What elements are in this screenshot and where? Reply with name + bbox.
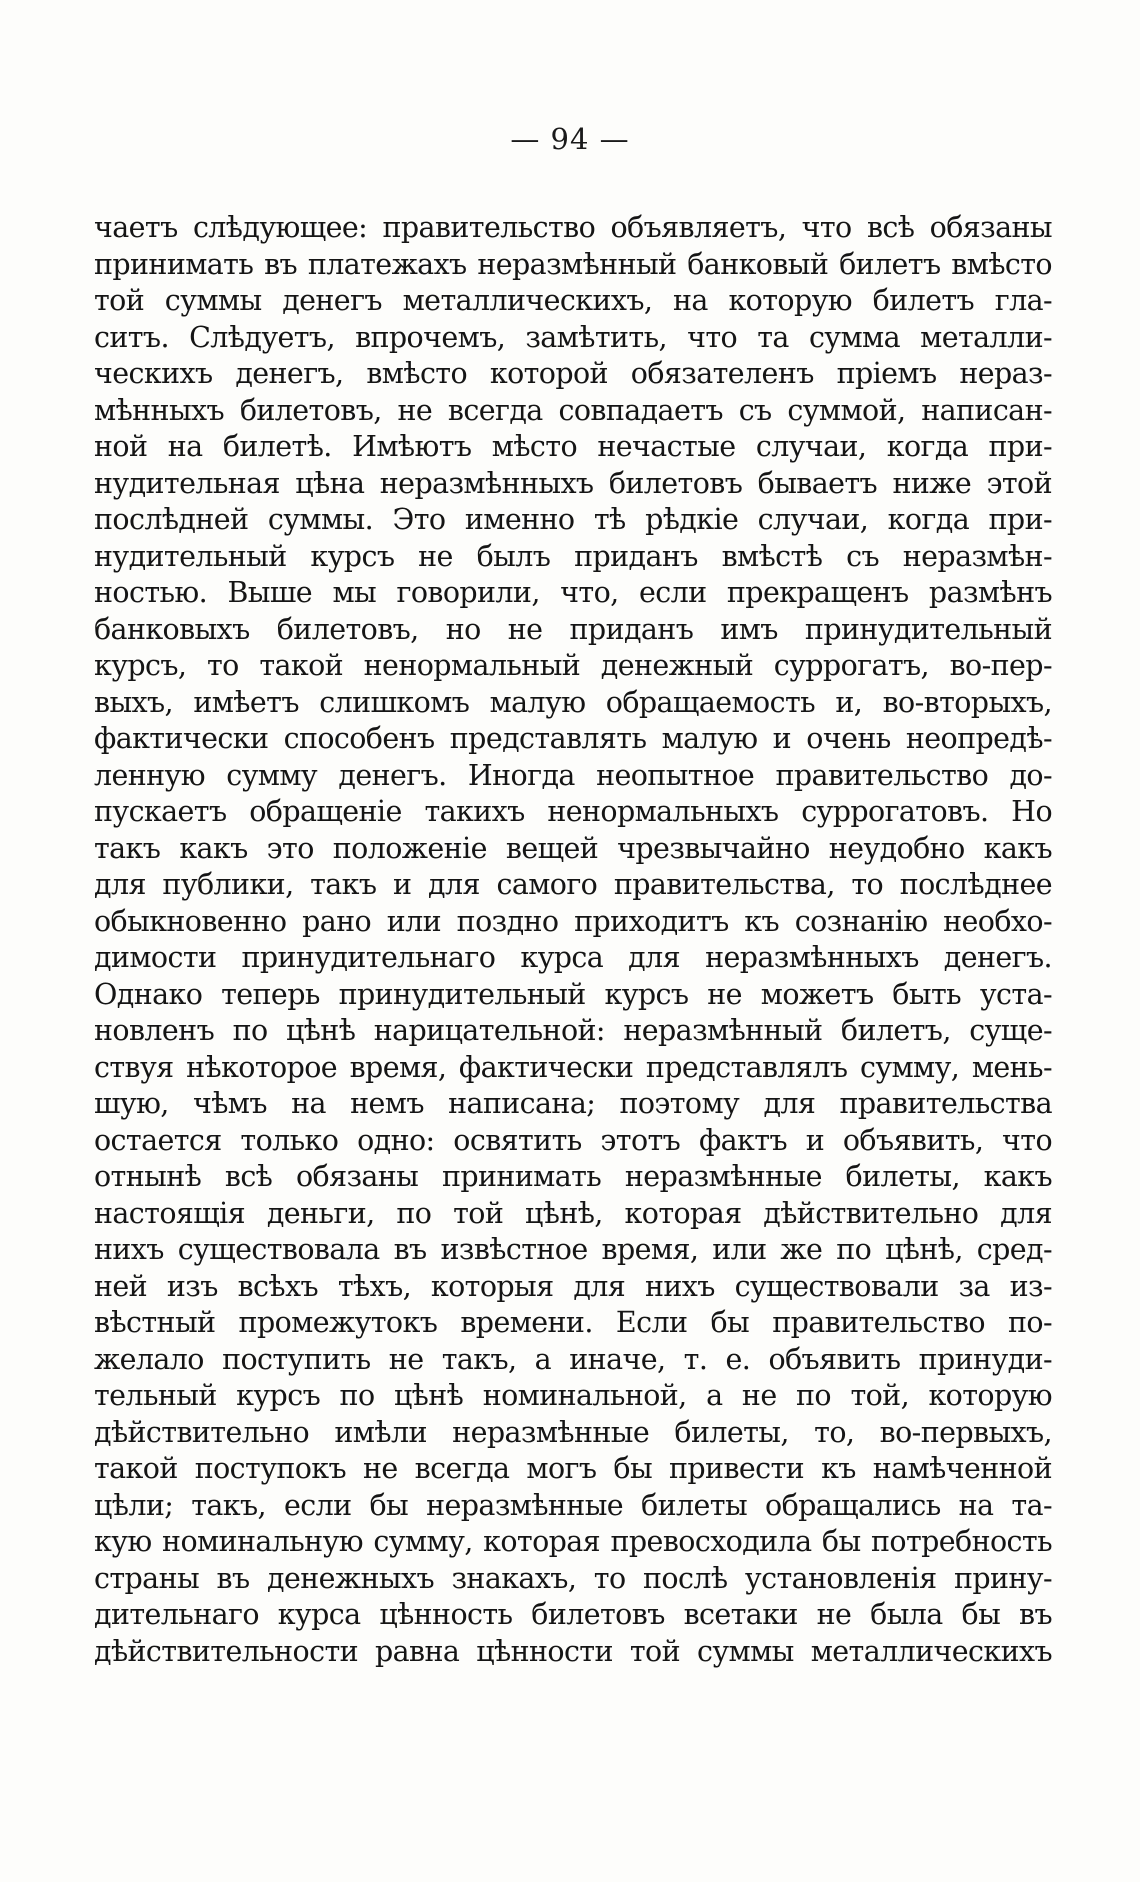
text-line: дительнаго курса цѣнность билетовъ всетаки не была бы въ [94, 1598, 1052, 1631]
text-line: мѣнныхъ билетовъ, не всегда совпадаетъ съ суммой, написан- [94, 393, 1052, 427]
text-line: выхъ, имѣетъ слишкомъ малую обращаемость и, во-вторыхъ, [94, 685, 1052, 719]
text-line: кую номинальную сумму, которая превосходила бы потребность [94, 1525, 1052, 1558]
text-line: дѣйствительности равна цѣнности той суммы металлическихъ [94, 1634, 1052, 1668]
text-line: ситъ. Слѣдуетъ, впрочемъ, замѣтить, что та сумма металли- [94, 320, 1052, 354]
text-line: принимать въ платежахъ неразмѣнный банковый билетъ вмѣсто [94, 247, 1052, 281]
text-line: вѣстный промежутокъ времени. Если бы правительство по- [94, 1306, 1052, 1339]
text-line: ностью. Выше мы говорили, что, если прекращенъ размѣнъ [94, 576, 1052, 609]
text-line: фактически способенъ представлять малую и очень неопредѣ- [94, 722, 1052, 755]
text-line: нудительный курсъ не былъ приданъ вмѣстѣ съ неразмѣн- [94, 539, 1052, 573]
text-line: нихъ существовала въ извѣстное время, или же по цѣнѣ, сред- [94, 1233, 1052, 1266]
text-line: нудительная цѣна неразмѣнныхъ билетовъ бываетъ ниже этой [94, 466, 1052, 500]
text-line: обыкновенно рано или поздно приходитъ къ сознанію необхо- [94, 904, 1052, 938]
text-line: желало поступить не такъ, а иначе, т. е. объявить принуди- [94, 1342, 1052, 1376]
text-line: такой поступокъ не всегда могъ бы привести къ намѣченной [94, 1452, 1052, 1485]
text-line: новленъ по цѣнѣ нарицательной: неразмѣнный билетъ, суще- [94, 1014, 1052, 1047]
text-line: отнынѣ всѣ обязаны принимать неразмѣнные билеты, какъ [94, 1160, 1052, 1193]
text-line: цѣли; такъ, если бы неразмѣнные билеты обращались на та- [94, 1488, 1052, 1522]
text-line: ней изъ всѣхъ тѣхъ, которыя для нихъ существовали за из- [94, 1269, 1052, 1303]
text-line: Однако теперь принудительный курсъ не можетъ быть уста- [94, 977, 1052, 1011]
page-number: — 94 — [510, 122, 630, 156]
text-line: банковыхъ билетовъ, но не приданъ имъ принудительный [94, 612, 1052, 646]
text-line: ствуя нѣкоторое время, фактически представлялъ сумму, мень- [94, 1050, 1052, 1084]
body-text [94, 210, 1052, 1670]
text-line: димости принудительнаго курса для неразмѣнныхъ денегъ. [94, 941, 1052, 974]
text-line: дѣйствительно имѣли неразмѣнные билеты, то, во-первыхъ, [94, 1415, 1052, 1449]
text-line: тельный курсъ по цѣнѣ номинальной, а не по той, которую [94, 1379, 1052, 1412]
text-line: шую, чѣмъ на немъ написана; поэтому для правительства [94, 1087, 1052, 1120]
text-line: курсъ, то такой ненормальный денежный суррогатъ, во-пер- [94, 649, 1052, 682]
text-line: той суммы денегъ металлическихъ, на которую билетъ гла- [94, 284, 1052, 317]
text-line: страны въ денежныхъ знакахъ, то послѣ установленія прину- [94, 1561, 1052, 1595]
text-line: чаетъ слѣдующее: правительство объявляетъ, что всѣ обязаны [94, 211, 1052, 244]
text-line: послѣдней суммы. Это именно тѣ рѣдкіе случаи, когда при- [94, 503, 1052, 536]
text-line: такъ какъ это положеніе вещей чрезвычайно неудобно какъ [94, 831, 1052, 865]
text-line: остается только одно: освятить этотъ фактъ и объявить, что [94, 1123, 1052, 1157]
text-line: ленную сумму денегъ. Иногда неопытное правительство до- [94, 758, 1052, 792]
text-line: для публики, такъ и для самого правительства, то послѣднее [94, 868, 1052, 901]
text-line: ческихъ денегъ, вмѣсто которой обязателенъ пріемъ нераз- [94, 357, 1052, 390]
text-line: пускаетъ обращеніе такихъ ненормальныхъ суррогатовъ. Но [94, 795, 1052, 828]
text-line: настоящія деньги, по той цѣнѣ, которая дѣйствительно для [94, 1196, 1052, 1230]
text-line: ной на билетѣ. Имѣютъ мѣсто нечастые случаи, когда при- [94, 430, 1052, 463]
